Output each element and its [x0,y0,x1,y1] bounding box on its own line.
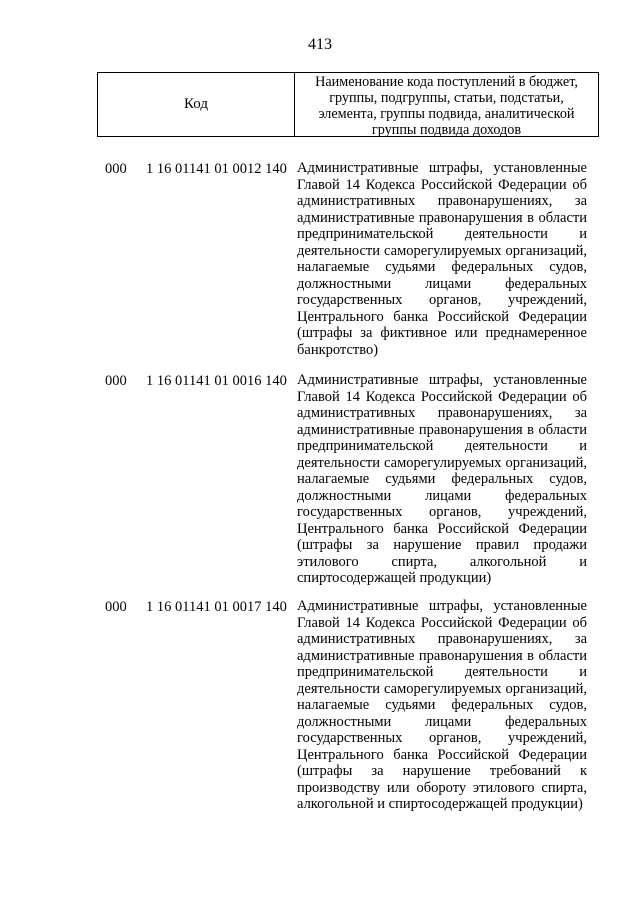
income-code: 1 16 01141 01 0016 140 [146,373,287,389]
admin-code: 000 [105,161,127,177]
page-number: 413 [308,36,332,53]
header-name-column: Наименование кода поступлений в бюджет, группы, подгруппы, статьи, подстатьи, элемента, группы подвида, аналитической группы подвида доходов [315,74,578,138]
income-description: Административные штрафы, установленные Главой 14 Кодекса Российской Федерации об административных правонарушениях, за административные правонарушения в области предпринимательской деятельности и деятельности саморегулируемых организаций, налагаемые судьями федеральных судов, должностными лицами федеральных государственных органов, учреждений, Центрального банка Российской Федерации (штрафы за фиктивное или преднамеренное банкротство) [297,160,587,358]
admin-code: 000 [105,599,127,615]
income-description: Административные штрафы, установленные Главой 14 Кодекса Российской Федерации об административных правонарушениях, за административные правонарушения в области предпринимательской деятельности и деятельности саморегулируемых организаций, налагаемые судьями федеральных судов, должностными лицами федеральных государственных органов, учреждений, Центрального банка Российской Федерации (штрафы за нарушение правил продажи этилового спирта, алкогольной и спиртосодержащей продукции) [297,372,587,586]
admin-code: 000 [105,373,127,389]
income-code: 1 16 01141 01 0012 140 [146,161,287,177]
income-description: Административные штрафы, установленные Главой 14 Кодекса Российской Федерации об административных правонарушениях, за административные правонарушения в области предпринимательской деятельности и деятельности саморегулируемых организаций, налагаемые судьями федеральных судов, должностными лицами федеральных государственных органов, учреждений, Центрального банка Российской Федерации (штрафы за нарушение требований к производству или обороту этилового спирта, алкогольной и спиртосодержащей продукции) [297,598,587,812]
table-header [97,72,599,137]
income-code: 1 16 01141 01 0017 140 [146,599,287,615]
header-code-column: Код [98,73,295,136]
